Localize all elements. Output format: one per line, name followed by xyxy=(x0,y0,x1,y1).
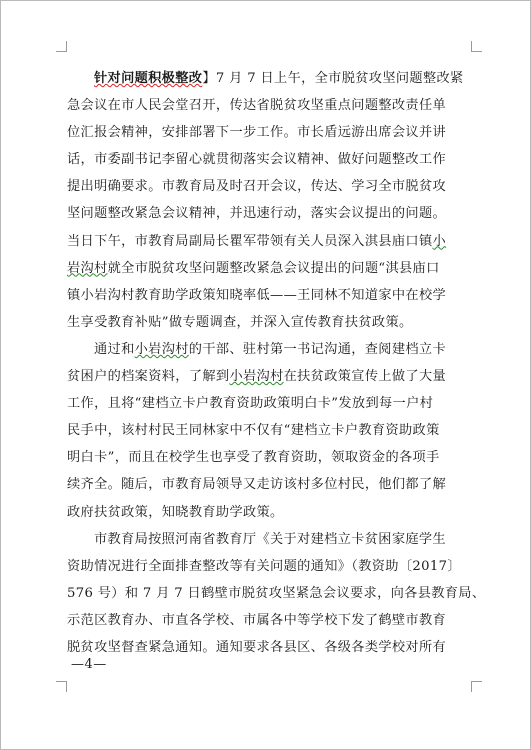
text-line xyxy=(67,146,471,173)
text-segment: 明白卡”，而且在校学生也享受了教育资助，领取资金的各项手 xyxy=(67,450,440,466)
text-line xyxy=(67,92,471,119)
margin-corner-mark xyxy=(471,41,482,52)
text-line xyxy=(67,228,471,255)
text-segment: 的干部、驻村第一书记沟通，查阅建档立卡 xyxy=(188,341,446,357)
text-line xyxy=(67,444,471,471)
document-body[interactable] xyxy=(67,65,486,661)
margin-corner-mark xyxy=(56,41,67,52)
text-segment: 通过和 xyxy=(94,341,135,357)
text-segment: 小岩沟村 xyxy=(229,369,284,385)
text-line xyxy=(67,255,471,282)
text-segment: 就全市脱贫攻坚问题整改紧急会议提出的问题“淇县庙口 xyxy=(107,260,440,276)
text-segment: 镇小岩沟村教育助学政策知晓率低——王同林不知道家中在校学 xyxy=(67,287,447,303)
text-segment: 示范区教育办、市直各学校、市属各中等学校下发了鹤壁市教育 xyxy=(67,612,447,628)
text-segment: 话，市委副书记李留心就贯彻落实会议精神、做好问题整改工作 xyxy=(67,152,447,168)
text-line xyxy=(67,553,471,580)
text-line xyxy=(67,390,471,417)
text-line xyxy=(67,65,471,92)
text-segment: 当日下午，市教育局副局长瞿军带领有关人员深入淇县庙口镇 xyxy=(67,233,433,249)
text-line xyxy=(67,499,471,526)
text-segment: 贫困户的档案资料，了解到 xyxy=(67,369,230,385)
text-line xyxy=(67,417,471,444)
text-segment: 坚问题整改紧急会议精神，并迅速行动，落实会议提出的问题。 xyxy=(67,206,447,222)
text-segment: 续齐全。随后，市教育局领导又走访该村多位村民，他们都了解 xyxy=(67,477,447,493)
text-segment: 市教育局按照河南省教育厅《关于对建档立卡贫困家庭学生 xyxy=(94,531,446,547)
text-segment: 小岩沟村 xyxy=(134,341,189,357)
text-line xyxy=(67,471,471,498)
text-segment: 位汇报会精神，安排部署下一步工作。市长盾远游出席会议并讲 xyxy=(67,125,447,141)
text-line xyxy=(67,282,471,309)
text-line xyxy=(67,173,471,200)
text-line xyxy=(67,526,471,553)
text-segment: 小 xyxy=(432,233,447,249)
paragraph xyxy=(67,526,486,661)
text-line xyxy=(67,634,471,661)
text-segment: 提出明确要求。市教育局及时召开会议，传达、学习全市脱贫攻 xyxy=(67,179,447,195)
text-segment: 资助情况进行全面排查整改等有关问题的通知》（教资助〔2017〕 xyxy=(67,558,461,574)
text-segment: 】7 月 7 日上午，全市脱贫攻坚问题整改紧 xyxy=(202,71,464,86)
text-line xyxy=(67,607,471,634)
text-line xyxy=(67,363,471,390)
text-segment: 岩沟村 xyxy=(67,260,108,276)
text-line xyxy=(67,200,471,227)
paragraph xyxy=(67,65,471,336)
text-segment: 在扶贫政策宣传上做了大量 xyxy=(283,369,447,385)
text-line xyxy=(67,309,471,336)
text-line xyxy=(67,119,471,146)
text-segment: 针对问题积极整改 xyxy=(94,71,203,86)
text-segment: 急会议在市人民会堂召开，传达省脱贫攻坚重点问题整改责任单 xyxy=(67,98,447,114)
text-segment: 生享受教育补贴”做专题调查，并深入宣传教育扶贫政策。 xyxy=(67,314,413,330)
text-segment: 工作，且将“建档立卡户教育资助政策明白卡”发放到每一户村 xyxy=(67,396,434,412)
text-segment: 政府扶贫政策，知晓教育助学政策。 xyxy=(67,504,284,520)
page-number: —4— xyxy=(71,657,107,672)
margin-corner-mark xyxy=(56,681,67,692)
text-segment: 民手中，该村村民王同林家中不仅有“建档立卡户教育资助政策 xyxy=(67,423,440,439)
text-segment: 576 号）和 7 月 7 日鹤壁市脱贫攻坚紧急会议要求，向各县教育局、 xyxy=(67,585,486,601)
paragraph xyxy=(67,336,471,526)
text-line xyxy=(67,336,471,363)
margin-corner-mark xyxy=(471,681,482,692)
text-line xyxy=(67,580,486,607)
text-segment: 脱贫攻坚督查紧急通知。通知要求各县区、各级各类学校对所有 xyxy=(67,639,447,655)
